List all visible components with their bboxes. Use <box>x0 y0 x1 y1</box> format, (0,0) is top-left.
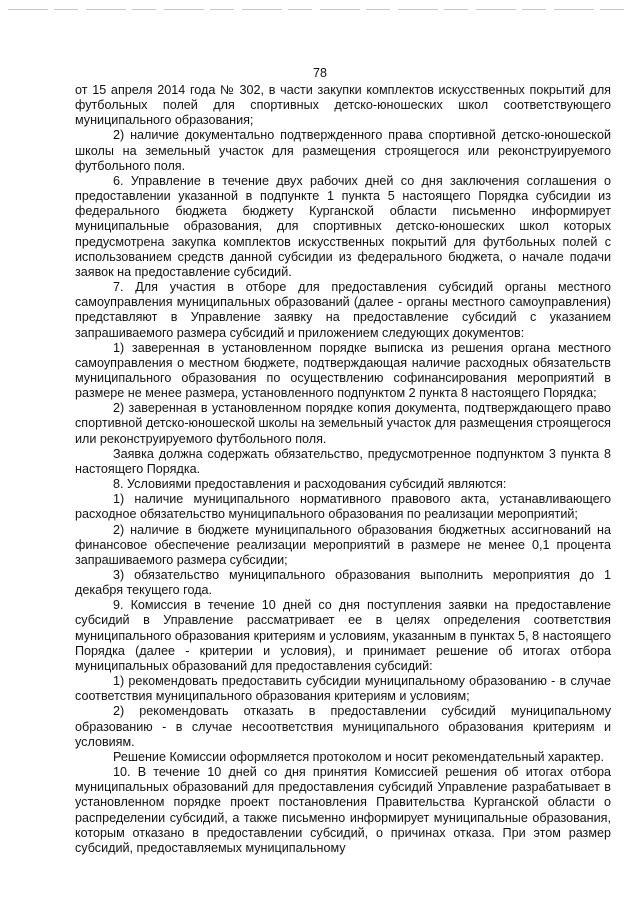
paragraph: Решение Комиссии оформляется протоколом и носит рекомендательный характер. <box>113 749 604 764</box>
paragraph: 2) наличие документально подтвержденного права спортивной детско-юношеской школы на земельный участок для размещения строящегося или реконструируемого футбольного поля. <box>75 128 611 173</box>
document-body <box>75 83 611 856</box>
paragraph: 1) наличие муниципального нормативного правового акта, устанавливающего расходное обязательство муниципального образования по реализации мероприятий; <box>75 492 611 522</box>
scan-header-rule <box>8 9 632 10</box>
paragraph: 2) наличие в бюджете муниципального образования бюджетных ассигнований на финансовое обеспечение реализации мероприятий в размере не менее 0,1 процента запрашиваемого размера субсидии; <box>75 522 611 567</box>
paragraph: 6. Управление в течение двух рабочих дней со дня заключения соглашения о предоставлении указанной в подпункте 1 пункта 5 настоящего Порядка субсидии из федерального бюджета бюджету Курганской области письменно информирует муниципальные образования, для спортивных детско-юношеских школ которых предусмотрена закупка комплектов искусственных покрытий для футбольных полей с использованием средств данной субсидии из федерального бюджета, о начале подачи заявок на предоставление субсидий. <box>75 173 611 279</box>
paragraph: 1) заверенная в установленном порядке выписка из решения органа местного самоуправления о местном бюджете, подтверждающая наличие расходных обязательств муниципального образования по осуществлению софинансирования мероприятий в размере не менее размера, установленного подпунктом 2 пункта 8 настоящего Порядка; <box>75 340 611 401</box>
paragraph: 3) обязательство муниципального образования выполнить мероприятия до 1 декабря текущего года. <box>75 568 611 598</box>
paragraph: 2) заверенная в установленном порядке копия документа, подтверждающего право спортивной детско-юношеской школы на земельный участок для размещения строящегося или реконструируемого футбольного поля. <box>75 401 611 446</box>
paragraph: 7. Для участия в отборе для предоставления субсидий органы местного самоуправления муниципальных образований (далее - органы местного самоуправления) представляют в Управление заявку на предоставление субсидий с указанием запрашиваемого размера субсидий и приложением следующих документов: <box>75 280 611 340</box>
paragraph: 8. Условиями предоставления и расходования субсидий являются: <box>113 477 507 492</box>
paragraph: 9. Комиссия в течение 10 дней со дня поступления заявки на предоставление субсидий в Управление рассматривает ее в целях определения соответствия муниципального образования критериям и условиям, указанным в пунктах 5, 8 настоящего Порядка (далее - критерии и условия), и принимает решение об итогах отбора муниципальных образований для предоставления субсидий: <box>75 598 611 673</box>
paragraph-continuation: от 15 апреля 2014 года № 302, в части закупки комплектов искусственных покрытий для футбольных полей для спортивных детско-юношеских школ соответствующего муниципального образования; <box>75 83 611 128</box>
paragraph: 10. В течение 10 дней со дня принятия Комиссией решения об итогах отбора муниципальных образований для предоставления субсидий Управление разрабатывает в установленном порядке проект постановления Правительства Курганской области о распределении субсидий, а также письменно информирует муниципальные образования, которым отказано в предоставлении субсидий, о причинах отказа. При этом размер субсидий, предоставляемых муниципальному <box>75 765 611 855</box>
paragraph: Заявка должна содержать обязательство, предусмотренное подпунктом 3 пункта 8 настоящего Порядка. <box>75 446 611 476</box>
page-number: 78 <box>313 66 327 80</box>
paragraph: 1) рекомендовать предоставить субсидии муниципальному образованию - в случае соответствия муниципального образования критериям и условиям; <box>75 674 611 704</box>
paragraph: 2) рекомендовать отказать в предоставлении субсидий муниципальному образованию - в случае несоответствия муниципального образования критериям и условиям. <box>75 704 611 749</box>
